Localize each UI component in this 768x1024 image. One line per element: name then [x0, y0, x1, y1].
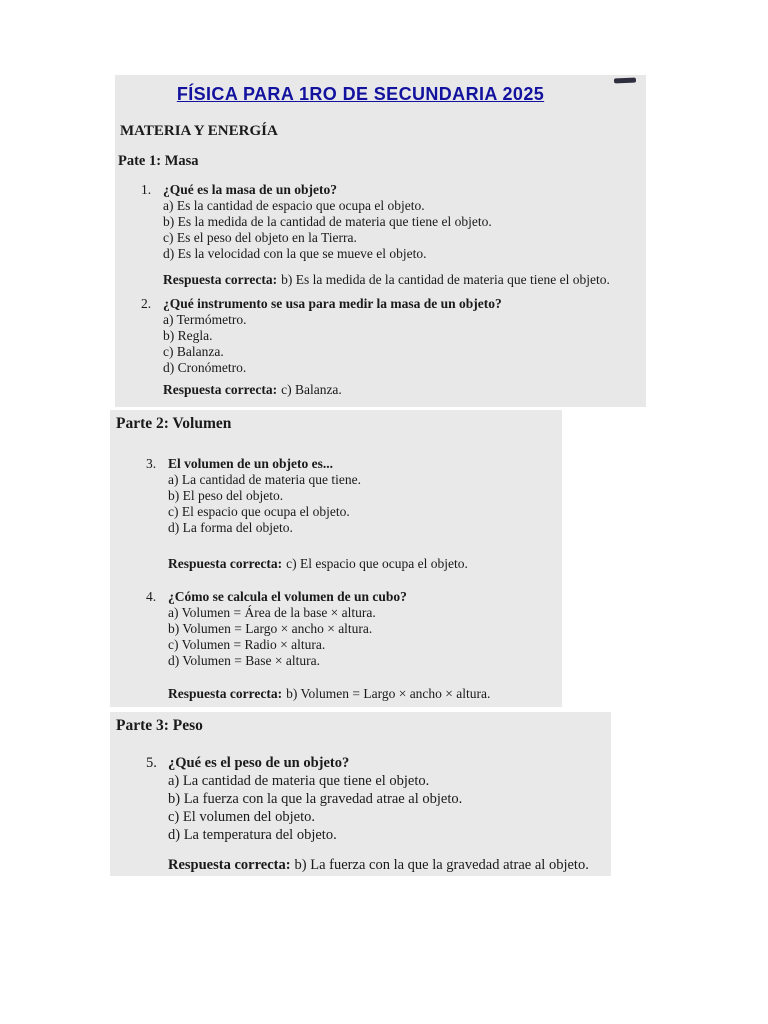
option-line: c) El volumen del objeto.: [168, 809, 315, 825]
option-line: d) La temperatura del objeto.: [168, 827, 337, 843]
question-1-options: [163, 198, 646, 262]
question-number: 2.: [141, 296, 152, 311]
question-number: 3.: [146, 456, 157, 471]
question-1: [141, 182, 646, 198]
page-title: FÍSICA PARA 1RO DE SECUNDARIA 2025: [176, 84, 545, 104]
option-line: d) La forma del objeto.: [168, 520, 293, 535]
section-heading-1: Pate 1: Masa: [118, 153, 199, 169]
option-line: c) El espacio que ocupa el objeto.: [168, 504, 350, 519]
answer-label: Respuesta correcta:: [168, 857, 291, 873]
question-5-answer: [168, 856, 611, 874]
option-line: d) Volumen = Base × altura.: [168, 653, 320, 668]
question-4-answer: [168, 686, 562, 702]
document-subtitle: MATERIA Y ENERGÍA: [120, 123, 278, 139]
scan-artifact-mark: [614, 78, 636, 84]
option-line: c) Es el peso del objeto en la Tierra.: [163, 230, 357, 245]
question-2-options: [163, 312, 646, 376]
question-text: ¿Qué es la masa de un objeto?: [163, 182, 338, 197]
answer-text: c) El espacio que ocupa el objeto.: [286, 556, 468, 571]
option-line: b) Regla.: [163, 328, 213, 343]
option-line: c) Volumen = Radio × altura.: [168, 637, 326, 652]
answer-label: Respuesta correcta:: [163, 272, 278, 287]
answer-text: b) La fuerza con la que la gravedad atrae al objeto.: [294, 857, 589, 873]
question-5: [146, 754, 611, 772]
option-line: c) Balanza.: [163, 344, 224, 359]
option-line: a) Termómetro.: [163, 312, 247, 327]
question-4-options: [168, 605, 562, 669]
answer-text: b) Volumen = Largo × ancho × altura.: [286, 686, 491, 701]
section-heading-2: Parte 2: Volumen: [116, 415, 232, 432]
document-block-2: [110, 410, 562, 707]
question-number: 1.: [141, 182, 152, 197]
document-block-1: [115, 75, 646, 407]
question-3-options: [168, 472, 562, 536]
question-4: [146, 589, 562, 605]
answer-label: Respuesta correcta:: [163, 382, 278, 397]
option-line: d) Es la velocidad con la que se mueve el objeto.: [163, 246, 427, 261]
option-line: a) Es la cantidad de espacio que ocupa el objeto.: [163, 198, 425, 213]
option-line: a) La cantidad de materia que tiene.: [168, 472, 362, 487]
question-number: 5.: [146, 755, 157, 771]
option-line: a) Volumen = Área de la base × altura.: [168, 605, 376, 620]
question-2-answer: [163, 382, 646, 398]
answer-label: Respuesta correcta:: [168, 556, 283, 571]
option-line: a) La cantidad de materia que tiene el objeto.: [168, 773, 430, 789]
question-text: ¿Qué instrumento se usa para medir la masa de un objeto?: [163, 296, 502, 311]
option-line: b) El peso del objeto.: [168, 488, 284, 503]
question-number: 4.: [146, 589, 157, 604]
answer-text: b) Es la medida de la cantidad de materia que tiene el objeto.: [281, 272, 610, 287]
question-1-answer: [163, 272, 641, 288]
question-3: [146, 456, 562, 472]
answer-label: Respuesta correcta:: [168, 686, 283, 701]
question-2: [141, 296, 646, 312]
answer-text: c) Balanza.: [281, 382, 342, 397]
option-line: b) Volumen = Largo × ancho × altura.: [168, 621, 373, 636]
section-heading-3: Parte 3: Peso: [116, 717, 203, 734]
option-line: b) Es la medida de la cantidad de materia que tiene el objeto.: [163, 214, 492, 229]
question-text: El volumen de un objeto es...: [168, 456, 334, 471]
option-line: b) La fuerza con la que la gravedad atrae al objeto.: [168, 791, 463, 807]
question-3-answer: [168, 556, 562, 572]
question-text: ¿Qué es el peso de un objeto?: [168, 755, 350, 771]
option-line: d) Cronómetro.: [163, 360, 247, 375]
question-text: ¿Cómo se calcula el volumen de un cubo?: [168, 589, 407, 604]
document-block-3: [110, 712, 611, 876]
question-5-options: [168, 772, 611, 844]
